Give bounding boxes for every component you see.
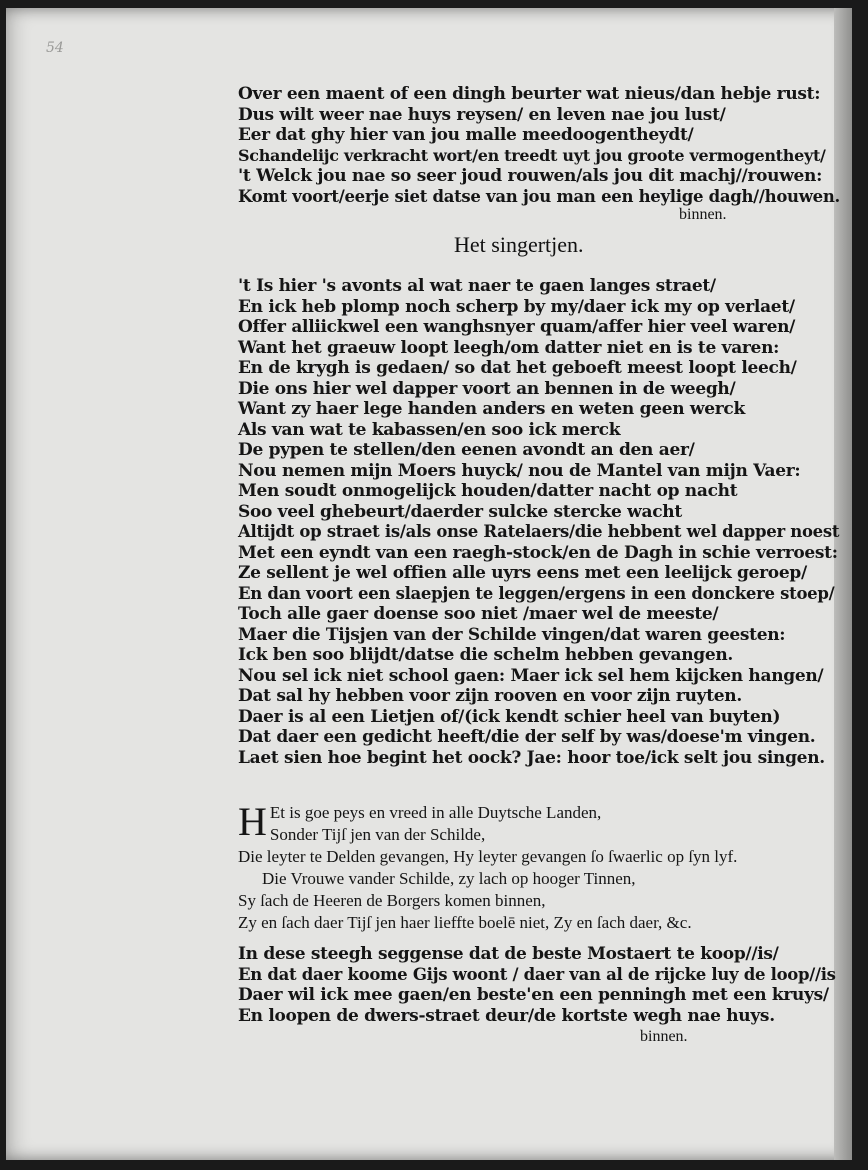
- section-title: Het singertjen.: [454, 232, 584, 257]
- song-line: Sonder Tijſ jen van der Schilde,: [269, 825, 486, 844]
- song-line: Die leyter te Delden gevangen, Hy leyter gevangen ſo ſwaerlic op ſyn lyf.: [238, 847, 738, 866]
- drop-cap: H: [238, 799, 267, 844]
- page-number: 54: [46, 40, 64, 56]
- verse-line: Daer is al een Lietjen of/(ick kendt schier heel van buyten): [238, 706, 781, 727]
- verse-line: 't Is hier 's avonts al wat naer te gaen langes straet/: [238, 276, 716, 296]
- verse-line: Altijdt op straet is/als onse Ratelaers/die hebbent wel dapper noest: [238, 522, 840, 541]
- verse-line: Als van wat te kabassen/en soo ick merck: [238, 419, 621, 440]
- verse-line: Dus wilt weer nae huys reysen/ en leven nae jou lust/: [238, 104, 726, 125]
- verse-line: Want het graeuw loopt leegh/om datter niet en is te varen:: [238, 337, 780, 358]
- bottom-stanza: [238, 944, 843, 1026]
- song-line: Die Vrouwe vander Schilde, zy lach op hooger Tinnen,: [262, 869, 636, 888]
- verse-line: En dat daer koome Gijs woont / daer van al de rijcke luy de loop//is: [238, 964, 836, 984]
- verse-line: Nou sel ick niet school gaen: Maer ick sel hem kijcken hangen/: [238, 665, 824, 686]
- verse-line: 't Welck jou nae so seer joud rouwen/als jou dit machj//rouwen:: [238, 166, 823, 186]
- verse-line: Nou nemen mijn Moers huyck/ nou de Mantel van mijn Vaer:: [238, 460, 801, 481]
- verse-line: Laet sien hoe begint het oock? Jae: hoor toe/ick selt jou singen.: [238, 747, 825, 768]
- verse-line: Dat daer een gedicht heeft/die der self by was/doese'm vingen.: [238, 727, 816, 747]
- verse-line: Eer dat ghy hier van jou malle meedoogentheydt/: [238, 125, 694, 145]
- song-line: Zy en ſach daer Tijſ jen haer lieffte boelē niet, Zy en ſach daer, &c.: [238, 913, 692, 932]
- catchword: binnen.: [640, 1028, 688, 1045]
- verse-line: De pypen te stellen/den eenen avondt an den aer/: [238, 440, 695, 460]
- verse-line: Met een eyndt van een raegh-stock/en de Dagh in schie verroest:: [238, 542, 838, 563]
- verse-line: Toch alle gaer doense soo niet /maer wel de meeste/: [238, 604, 719, 624]
- verse-line: Want zy haer lege handen anders en weten geen werck: [238, 399, 745, 419]
- verse-line: Die ons hier wel dapper voort an bennen in de weegh/: [238, 378, 736, 399]
- verse-line: Men soudt onmogelijck houden/datter nacht op nacht: [238, 481, 738, 501]
- song-line: Sy ſach de Heeren de Borgers komen binnen,: [238, 891, 546, 910]
- song-block: [238, 799, 843, 934]
- verse-line: Schandelijc verkracht wort/en treedt uyt jou groote vermogentheyt/: [238, 145, 826, 165]
- catchword: binnen.: [679, 206, 727, 223]
- verse-line: En loopen de dwers-straet deur/de kortste wegh nae huys.: [238, 1005, 775, 1026]
- verse-line: Over een maent of een dingh beurter wat nieus/dan hebje rust:: [238, 84, 821, 104]
- verse-line: In dese steegh seggense dat de beste Mostaert te koop//is/: [238, 944, 779, 964]
- verse-line: Ick ben soo blijdt/datse die schelm hebben gevangen.: [238, 645, 734, 665]
- main-stanza: [238, 276, 843, 768]
- book-page: [6, 8, 852, 1160]
- verse-line: Soo veel ghebeurt/daerder sulcke stercke wacht: [238, 501, 682, 522]
- verse-line: Daer wil ick mee gaen/en beste'en een penningh met een kruys/: [238, 985, 829, 1005]
- verse-line: En de krygh is gedaen/ so dat het geboeft meest loopt leech/: [238, 358, 797, 378]
- song-line: Et is goe peys en vreed in alle Duytsche Landen,: [269, 803, 602, 822]
- verse-line: Offer alliickwel een wanghsnyer quam/affer hier veel waren/: [238, 317, 796, 337]
- top-stanza: [238, 84, 843, 207]
- verse-line: Dat sal hy hebben voor zijn rooven en voor zijn ruyten.: [238, 686, 742, 706]
- verse-line: Komt voort/eerje siet datse van jou man een heylige dagh//houwen.: [238, 186, 840, 206]
- verse-line: En ick heb plomp noch scherp by my/daer ick my op verlaet/: [238, 296, 795, 317]
- verse-line: Ze sellent je wel offien alle uyrs eens met een leelijck geroep/: [238, 563, 807, 583]
- verse-line: En dan voort een slaepjen te leggen/ergens in een donckere stoep/: [238, 583, 835, 603]
- verse-line: Maer die Tijsjen van der Schilde vingen/dat waren geesten:: [238, 624, 786, 645]
